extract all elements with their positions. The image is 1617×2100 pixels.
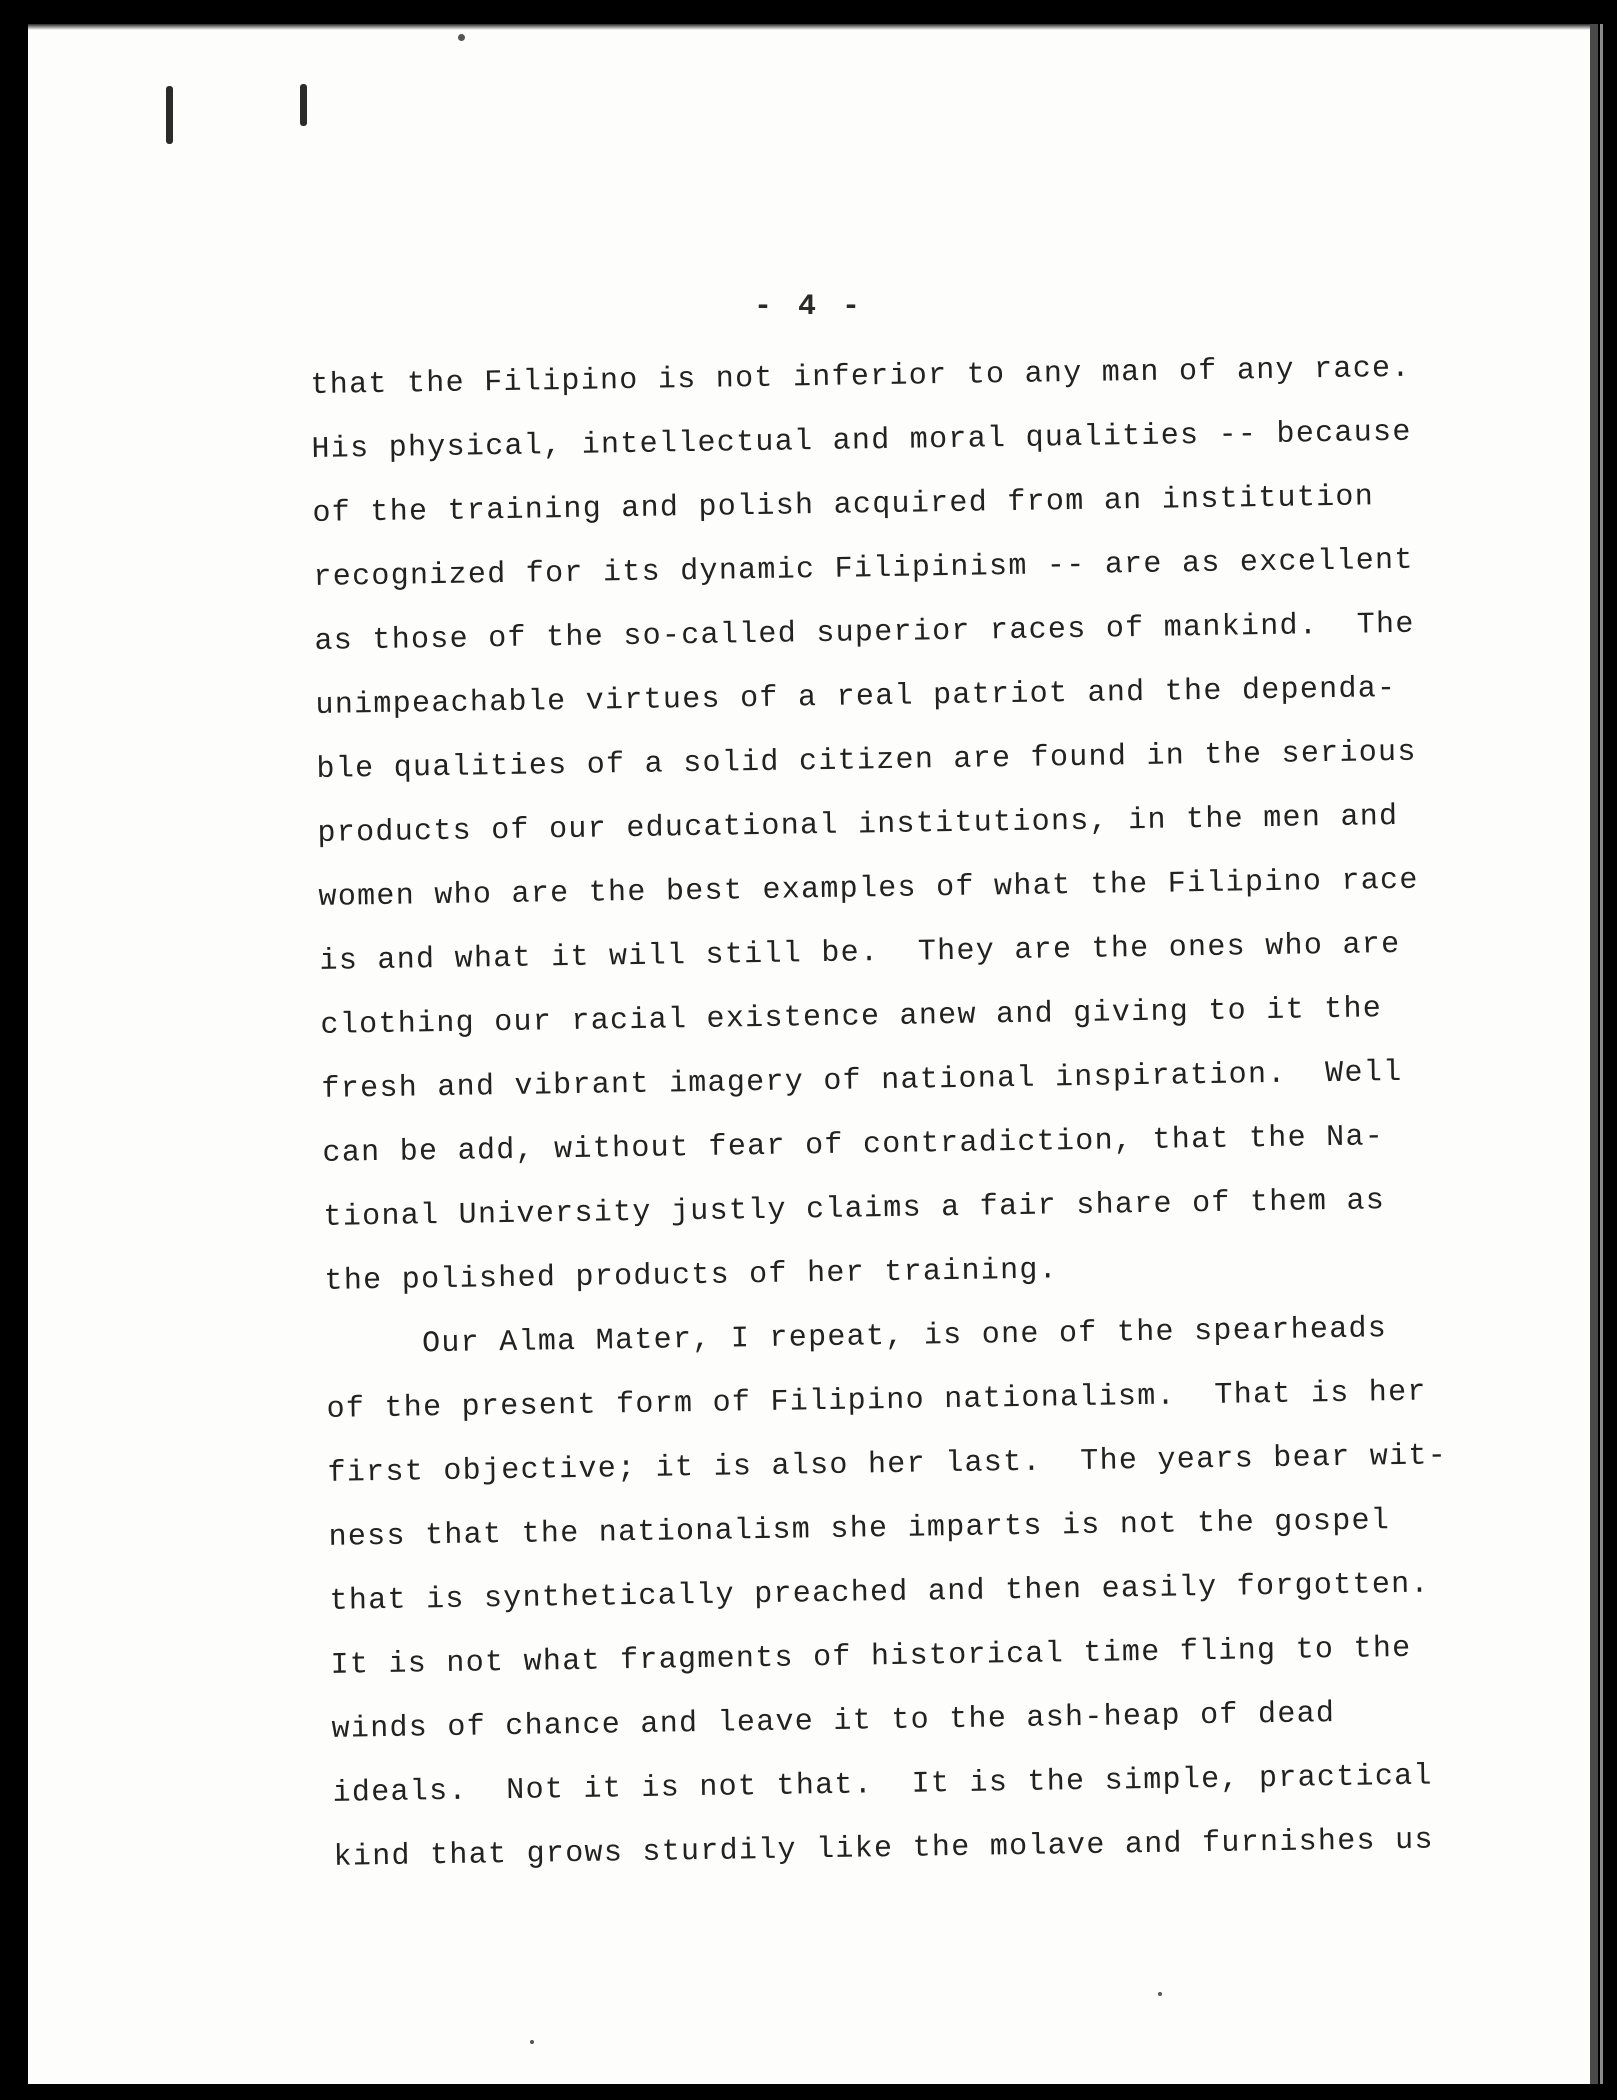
text-line: of the present form of Filipino nationalism. That is her [326,1375,1427,1427]
scan-edge-right-inner [1600,24,1603,2084]
binding-mark-left [166,86,173,144]
text-line: of the training and polish acquired from an institution [312,480,1375,531]
scan-edge-shadow [28,24,1590,30]
text-line: can be add, without fear of contradiction, that the Na- [322,1120,1385,1171]
text-line: ideals. Not it is not that. It is the simple, practical [332,1759,1434,1811]
text-line: ble qualities of a solid citizen are found in the serious [316,735,1417,787]
text-line: women who are the best examples of what the Filipino race [318,863,1419,915]
page-number: - 4 - [753,290,864,324]
text-line: ness that the nationalism she imparts is not the gospel [328,1504,1391,1555]
paper-speck [458,34,465,41]
scan-edge-right [1590,24,1598,2084]
text-line: recognized for its dynamic Filipinism -- are as excellent [313,543,1414,595]
paragraph [310,335,1525,1314]
paper-speck [530,2040,534,2044]
text-line: that the Filipino is not inferior to any man of any race. [310,351,1411,403]
text-line: His physical, intellectual and moral qualities -- because [311,415,1412,467]
text-line: Our Alma Mater, I repeat, is one of the spearheads [325,1312,1388,1363]
text-line: kind that grows sturdily like the molave and furnishes us [333,1823,1435,1875]
text-line: clothing our racial existence anew and giving to it the [320,992,1383,1043]
text-line: products of our educational institutions, in the men and [317,799,1399,851]
text-line: first objective; it is also her last. The years bear wit- [327,1439,1448,1491]
paper-speck [1158,1992,1162,1996]
binding-mark-right [300,84,307,126]
text-line: is and what it will still be. They are the ones who are [319,927,1401,979]
document-page [28,24,1590,2084]
text-line: as those of the so-called superior races of mankind. The [314,607,1415,659]
text-line: It is not what fragments of historical time fling to the [330,1631,1412,1683]
text-line: tional University justly claims a fair share of them as [323,1184,1386,1235]
text-line: the polished products of her training. [324,1253,1059,1299]
typed-text-body [310,335,1534,1890]
paragraph [325,1295,1534,1890]
text-line: fresh and vibrant imagery of national inspiration. Well [321,1055,1403,1107]
text-line: unimpeachable virtues of a real patriot and the dependa- [315,671,1397,723]
text-line: winds of chance and leave it to the ash-heap of dead [331,1697,1336,1747]
text-line: that is synthetically preached and then easily forgotten. [329,1567,1431,1619]
